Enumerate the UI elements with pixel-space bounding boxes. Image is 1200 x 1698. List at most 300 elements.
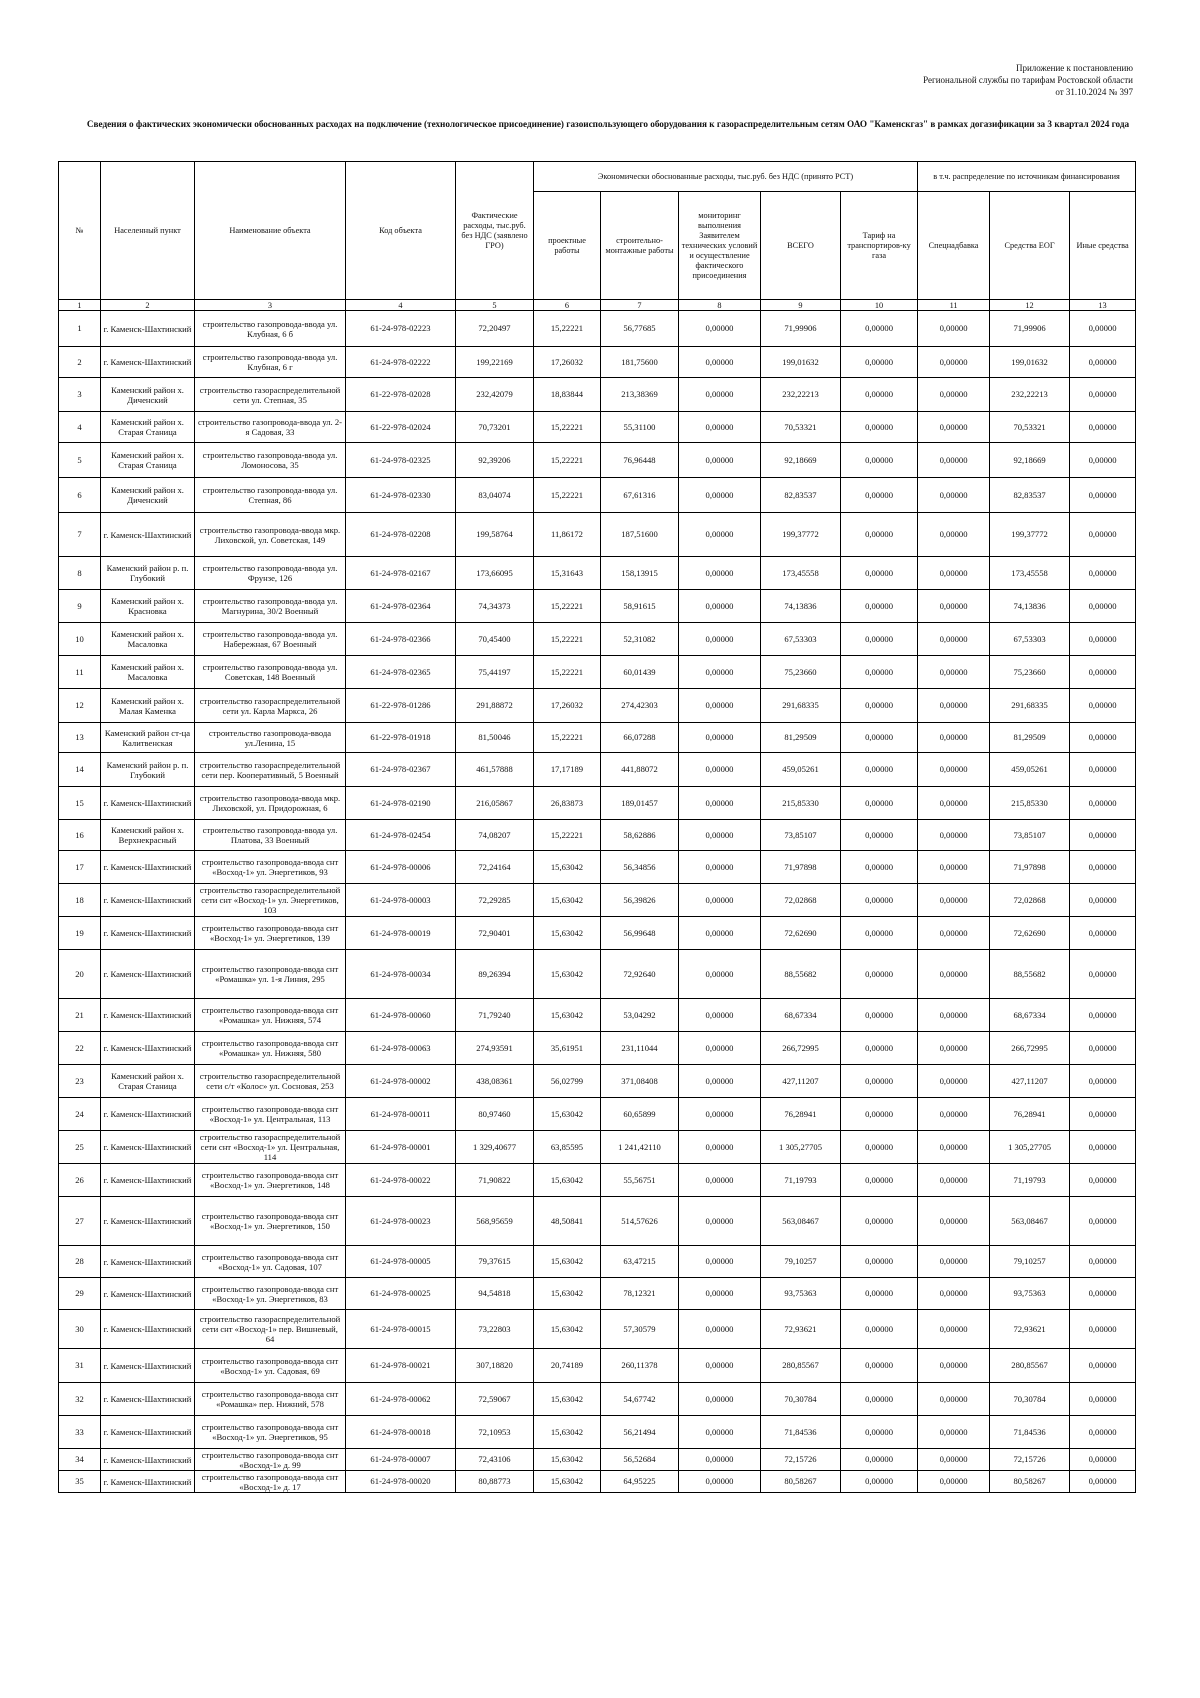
cell-num: 7 (59, 513, 101, 557)
cell-object: строительство газопровода-ввода ул. Магнурина, 30/2 Военный (195, 590, 346, 623)
cell-actual: 216,05867 (456, 787, 534, 820)
cell-locality: г. Каменск-Шахтинский (101, 999, 195, 1032)
table-row (59, 656, 1136, 689)
cell-code: 61-24-978-00019 (346, 917, 456, 950)
cell-eog: 82,83537 (990, 478, 1070, 513)
cell-code: 61-24-978-02366 (346, 623, 456, 656)
cell-locality: Каменский район х. Старая Станица (101, 412, 195, 443)
cell-eog: 291,68335 (990, 689, 1070, 723)
cell-special: 0,00000 (918, 311, 990, 347)
cell-monitoring: 0,00000 (679, 557, 761, 590)
header-construction: строительно-монтажные работы (601, 192, 679, 300)
cell-num: 34 (59, 1449, 101, 1471)
cell-locality: Каменский район х. Масаловка (101, 623, 195, 656)
cell-locality: г. Каменск-Шахтинский (101, 1246, 195, 1278)
cell-object: строительство газопровода-ввода ул. Степная, 86 (195, 478, 346, 513)
cell-other: 0,00000 (1070, 623, 1136, 656)
cell-design: 18,83844 (534, 378, 601, 412)
cell-actual: 72,43106 (456, 1449, 534, 1471)
cell-special: 0,00000 (918, 557, 990, 590)
cell-object: строительство газораспределительной сети снт «Восход-1» пер. Вишневый, 64 (195, 1310, 346, 1349)
cell-total: 71,97898 (761, 851, 841, 884)
cell-object: строительство газопровода-ввода ул. Фрунзе, 126 (195, 557, 346, 590)
column-number: 6 (534, 300, 601, 311)
cell-locality: Каменский район х. Масаловка (101, 656, 195, 689)
cell-construction: 66,07288 (601, 723, 679, 753)
cell-locality: г. Каменск-Шахтинский (101, 851, 195, 884)
cell-object: строительство газораспределительной сети с/т «Колос» ул. Сосновая, 253 (195, 1065, 346, 1098)
cell-special: 0,00000 (918, 1065, 990, 1098)
table-row (59, 1416, 1136, 1449)
cell-monitoring: 0,00000 (679, 999, 761, 1032)
cell-num: 1 (59, 311, 101, 347)
cell-special: 0,00000 (918, 1131, 990, 1164)
cell-construction: 55,56751 (601, 1164, 679, 1197)
header-other-funds: Иные средства (1070, 192, 1136, 300)
cell-actual: 92,39206 (456, 443, 534, 478)
cell-locality: Каменский район р. п. Глубокий (101, 557, 195, 590)
cell-num: 22 (59, 1032, 101, 1065)
cell-total: 72,02868 (761, 884, 841, 917)
cell-object: строительство газопровода-ввода ул. 2-я Садовая, 33 (195, 412, 346, 443)
cell-other: 0,00000 (1070, 1164, 1136, 1197)
cell-actual: 173,66095 (456, 557, 534, 590)
cell-object: строительство газопровода-ввода мкр. Лиховской, ул. Придорожная, 6 (195, 787, 346, 820)
cell-locality: г. Каменск-Шахтинский (101, 1416, 195, 1449)
cell-other: 0,00000 (1070, 851, 1136, 884)
cell-code: 61-24-978-02364 (346, 590, 456, 623)
column-number: 3 (195, 300, 346, 311)
cell-locality: г. Каменск-Шахтинский (101, 513, 195, 557)
cell-locality: г. Каменск-Шахтинский (101, 347, 195, 378)
cell-monitoring: 0,00000 (679, 443, 761, 478)
cell-eog: 215,85330 (990, 787, 1070, 820)
cell-eog: 73,85107 (990, 820, 1070, 851)
cell-num: 12 (59, 689, 101, 723)
cell-design: 15,22221 (534, 723, 601, 753)
cell-actual: 291,88872 (456, 689, 534, 723)
cell-other: 0,00000 (1070, 656, 1136, 689)
cell-locality: Каменский район х. Малая Каменка (101, 689, 195, 723)
table-row (59, 820, 1136, 851)
cell-design: 15,63042 (534, 1098, 601, 1131)
cell-monitoring: 0,00000 (679, 656, 761, 689)
cell-tariff: 0,00000 (841, 623, 918, 656)
cell-special: 0,00000 (918, 1416, 990, 1449)
table-row (59, 1383, 1136, 1416)
cell-construction: 72,92640 (601, 950, 679, 999)
cell-actual: 274,93591 (456, 1032, 534, 1065)
cell-locality: г. Каменск-Шахтинский (101, 1383, 195, 1416)
cell-total: 71,84536 (761, 1416, 841, 1449)
cell-other: 0,00000 (1070, 820, 1136, 851)
cell-construction: 56,52684 (601, 1449, 679, 1471)
cell-locality: г. Каменск-Шахтинский (101, 1197, 195, 1246)
cell-object: строительство газопровода-ввода снт «Ромашка» ул. Нижняя, 580 (195, 1032, 346, 1065)
cell-design: 15,63042 (534, 1383, 601, 1416)
cell-code: 61-22-978-01918 (346, 723, 456, 753)
cell-other: 0,00000 (1070, 1471, 1136, 1493)
cell-monitoring: 0,00000 (679, 1349, 761, 1383)
cell-locality: Каменский район ст-ца Калитвенская (101, 723, 195, 753)
column-number: 1 (59, 300, 101, 311)
header-num: № (59, 162, 101, 300)
cell-tariff: 0,00000 (841, 787, 918, 820)
cell-tariff: 0,00000 (841, 917, 918, 950)
cell-design: 15,22221 (534, 656, 601, 689)
cell-eog: 79,10257 (990, 1246, 1070, 1278)
cell-code: 61-24-978-00001 (346, 1131, 456, 1164)
cell-total: 74,13836 (761, 590, 841, 623)
cell-code: 61-24-978-00060 (346, 999, 456, 1032)
cell-total: 67,53303 (761, 623, 841, 656)
cell-eog: 76,28941 (990, 1098, 1070, 1131)
cell-num: 27 (59, 1197, 101, 1246)
cell-eog: 71,97898 (990, 851, 1070, 884)
cell-total: 75,23660 (761, 656, 841, 689)
cell-object: строительство газопровода-ввода снт «Восход-1» д. 99 (195, 1449, 346, 1471)
cell-code: 61-24-978-00011 (346, 1098, 456, 1131)
table-row (59, 590, 1136, 623)
cell-design: 15,63042 (534, 1471, 601, 1493)
cell-construction: 57,30579 (601, 1310, 679, 1349)
table-row (59, 999, 1136, 1032)
cell-total: 563,08467 (761, 1197, 841, 1246)
cell-num: 5 (59, 443, 101, 478)
cell-construction: 52,31082 (601, 623, 679, 656)
cell-tariff: 0,00000 (841, 656, 918, 689)
cell-locality: Каменский район х. Верхнекрасный (101, 820, 195, 851)
cell-construction: 56,99648 (601, 917, 679, 950)
cell-locality: г. Каменск-Шахтинский (101, 884, 195, 917)
cell-actual: 73,22803 (456, 1310, 534, 1349)
cell-other: 0,00000 (1070, 950, 1136, 999)
cell-eog: 80,58267 (990, 1471, 1070, 1493)
cell-design: 15,22221 (534, 311, 601, 347)
table-row (59, 1471, 1136, 1493)
cell-special: 0,00000 (918, 1278, 990, 1310)
cell-tariff: 0,00000 (841, 820, 918, 851)
cell-special: 0,00000 (918, 1471, 990, 1493)
cell-code: 61-24-978-02325 (346, 443, 456, 478)
cell-object: строительство газопровода-ввода ул. Ломоносова, 35 (195, 443, 346, 478)
cell-locality: Каменский район х. Старая Станица (101, 443, 195, 478)
cell-tariff: 0,00000 (841, 999, 918, 1032)
cell-num: 30 (59, 1310, 101, 1349)
cell-special: 0,00000 (918, 656, 990, 689)
cell-code: 61-24-978-00003 (346, 884, 456, 917)
cell-special: 0,00000 (918, 917, 990, 950)
header-special-surcharge: Спецнадбавка (918, 192, 990, 300)
cell-construction: 53,04292 (601, 999, 679, 1032)
cell-locality: г. Каменск-Шахтинский (101, 787, 195, 820)
cell-object: строительство газораспределительной сети снт «Восход-1» ул. Энергетиков, 103 (195, 884, 346, 917)
cell-special: 0,00000 (918, 412, 990, 443)
cell-tariff: 0,00000 (841, 723, 918, 753)
cell-eog: 232,22213 (990, 378, 1070, 412)
cell-total: 81,29509 (761, 723, 841, 753)
column-number: 2 (101, 300, 195, 311)
cell-other: 0,00000 (1070, 1098, 1136, 1131)
cell-other: 0,00000 (1070, 723, 1136, 753)
cell-actual: 568,95659 (456, 1197, 534, 1246)
cell-total: 71,99906 (761, 311, 841, 347)
cell-tariff: 0,00000 (841, 753, 918, 787)
cell-code: 61-24-978-00034 (346, 950, 456, 999)
cell-other: 0,00000 (1070, 999, 1136, 1032)
cell-object: строительство газопровода-ввода снт «Ромашка» пер. Нижний, 578 (195, 1383, 346, 1416)
cell-other: 0,00000 (1070, 412, 1136, 443)
cell-other: 0,00000 (1070, 311, 1136, 347)
cell-eog: 74,13836 (990, 590, 1070, 623)
cell-eog: 459,05261 (990, 753, 1070, 787)
header-design: проектные работы (534, 192, 601, 300)
cell-tariff: 0,00000 (841, 851, 918, 884)
cell-eog: 88,55682 (990, 950, 1070, 999)
cell-object: строительство газопровода-ввода снт «Восход-1» ул. Садовая, 69 (195, 1349, 346, 1383)
cell-locality: Каменский район х. Старая Станица (101, 1065, 195, 1098)
cell-num: 16 (59, 820, 101, 851)
cell-total: 92,18669 (761, 443, 841, 478)
cell-special: 0,00000 (918, 378, 990, 412)
cell-other: 0,00000 (1070, 689, 1136, 723)
table-row (59, 753, 1136, 787)
column-number: 9 (761, 300, 841, 311)
cell-code: 61-24-978-00006 (346, 851, 456, 884)
cell-special: 0,00000 (918, 820, 990, 851)
cell-code: 61-24-978-00020 (346, 1471, 456, 1493)
table-row (59, 311, 1136, 347)
cell-design: 15,63042 (534, 1246, 601, 1278)
table-row (59, 1131, 1136, 1164)
cell-tariff: 0,00000 (841, 1310, 918, 1349)
cell-special: 0,00000 (918, 1164, 990, 1197)
cell-construction: 60,65899 (601, 1098, 679, 1131)
cell-design: 15,63042 (534, 917, 601, 950)
cell-tariff: 0,00000 (841, 311, 918, 347)
cell-construction: 158,13915 (601, 557, 679, 590)
table-row (59, 917, 1136, 950)
cell-eog: 199,01632 (990, 347, 1070, 378)
cell-actual: 72,20497 (456, 311, 534, 347)
cell-other: 0,00000 (1070, 753, 1136, 787)
header-actual-expenses: Фактические расходы, тыс.руб. без НДС (заявлено ГРО) (456, 162, 534, 300)
cell-monitoring: 0,00000 (679, 412, 761, 443)
cell-monitoring: 0,00000 (679, 1065, 761, 1098)
cell-num: 2 (59, 347, 101, 378)
cell-num: 31 (59, 1349, 101, 1383)
cell-code: 61-24-978-00005 (346, 1246, 456, 1278)
cell-monitoring: 0,00000 (679, 1098, 761, 1131)
cell-construction: 78,12321 (601, 1278, 679, 1310)
cell-total: 173,45558 (761, 557, 841, 590)
cell-actual: 199,58764 (456, 513, 534, 557)
cell-monitoring: 0,00000 (679, 787, 761, 820)
column-number: 8 (679, 300, 761, 311)
cell-special: 0,00000 (918, 1449, 990, 1471)
cell-special: 0,00000 (918, 623, 990, 656)
table-row (59, 1065, 1136, 1098)
cell-monitoring: 0,00000 (679, 1310, 761, 1349)
cell-code: 61-24-978-00022 (346, 1164, 456, 1197)
cell-code: 61-22-978-01286 (346, 689, 456, 723)
cell-construction: 54,67742 (601, 1383, 679, 1416)
cell-tariff: 0,00000 (841, 478, 918, 513)
cell-locality: г. Каменск-Шахтинский (101, 1032, 195, 1065)
cell-actual: 74,08207 (456, 820, 534, 851)
cell-code: 61-24-978-00062 (346, 1383, 456, 1416)
cell-total: 68,67334 (761, 999, 841, 1032)
cell-tariff: 0,00000 (841, 443, 918, 478)
cell-eog: 266,72995 (990, 1032, 1070, 1065)
cell-actual: 1 329,40677 (456, 1131, 534, 1164)
cell-locality: г. Каменск-Шахтинский (101, 1349, 195, 1383)
cell-code: 61-24-978-00021 (346, 1349, 456, 1383)
cell-eog: 71,84536 (990, 1416, 1070, 1449)
cell-construction: 58,91615 (601, 590, 679, 623)
header-eog-funds: Средства ЕОГ (990, 192, 1070, 300)
cell-other: 0,00000 (1070, 557, 1136, 590)
cell-special: 0,00000 (918, 723, 990, 753)
cell-object: строительство газораспределительной сети пер. Кооперативный, 5 Военный (195, 753, 346, 787)
cell-special: 0,00000 (918, 1310, 990, 1349)
cell-locality: г. Каменск-Шахтинский (101, 1278, 195, 1310)
cell-design: 17,17189 (534, 753, 601, 787)
cell-total: 70,53321 (761, 412, 841, 443)
cell-code: 61-24-978-02367 (346, 753, 456, 787)
cell-object: строительство газопровода-ввода снт «Ромашка» ул. 1-я Линия, 295 (195, 950, 346, 999)
cell-num: 32 (59, 1383, 101, 1416)
cell-locality: г. Каменск-Шахтинский (101, 1164, 195, 1197)
cell-num: 4 (59, 412, 101, 443)
cell-construction: 64,95225 (601, 1471, 679, 1493)
cell-actual: 72,24164 (456, 851, 534, 884)
cell-construction: 371,08408 (601, 1065, 679, 1098)
cell-total: 93,75363 (761, 1278, 841, 1310)
table-row (59, 851, 1136, 884)
cell-monitoring: 0,00000 (679, 820, 761, 851)
cell-monitoring: 0,00000 (679, 1164, 761, 1197)
cell-construction: 441,88072 (601, 753, 679, 787)
cell-num: 11 (59, 656, 101, 689)
header-monitoring: мониторинг выполнения Заявителем технических условий и осуществление фактического присоединения (679, 192, 761, 300)
cell-design: 15,22221 (534, 623, 601, 656)
cell-construction: 55,31100 (601, 412, 679, 443)
cell-num: 10 (59, 623, 101, 656)
cell-actual: 71,90822 (456, 1164, 534, 1197)
cell-eog: 72,93621 (990, 1310, 1070, 1349)
cell-object: строительство газопровода-ввода ул. Советская, 148 Военный (195, 656, 346, 689)
cell-actual: 232,42079 (456, 378, 534, 412)
cell-special: 0,00000 (918, 1098, 990, 1131)
header-code: Код объекта (346, 162, 456, 300)
cell-special: 0,00000 (918, 999, 990, 1032)
cell-design: 15,63042 (534, 1416, 601, 1449)
cell-code: 61-22-978-02024 (346, 412, 456, 443)
cell-monitoring: 0,00000 (679, 1032, 761, 1065)
cell-object: строительство газопровода-ввода мкр. Лиховской, ул. Советская, 149 (195, 513, 346, 557)
cell-eog: 72,62690 (990, 917, 1070, 950)
cell-design: 48,50841 (534, 1197, 601, 1246)
appendix-line-1: Приложение к постановлению (1015, 63, 1133, 73)
cell-num: 8 (59, 557, 101, 590)
cell-special: 0,00000 (918, 1197, 990, 1246)
table-row (59, 1246, 1136, 1278)
cell-object: строительство газопровода-ввода снт «Восход-1» ул. Энергетиков, 139 (195, 917, 346, 950)
cell-monitoring: 0,00000 (679, 1246, 761, 1278)
cell-num: 17 (59, 851, 101, 884)
cell-special: 0,00000 (918, 884, 990, 917)
cell-monitoring: 0,00000 (679, 1449, 761, 1471)
cell-total: 215,85330 (761, 787, 841, 820)
cell-design: 15,22221 (534, 820, 601, 851)
cell-num: 20 (59, 950, 101, 999)
cell-locality: г. Каменск-Шахтинский (101, 917, 195, 950)
cell-monitoring: 0,00000 (679, 1471, 761, 1493)
cell-other: 0,00000 (1070, 443, 1136, 478)
cell-monitoring: 0,00000 (679, 1131, 761, 1164)
cell-code: 61-24-978-02190 (346, 787, 456, 820)
cell-code: 61-24-978-00002 (346, 1065, 456, 1098)
cell-object: строительство газопровода-ввода снт «Восход-1» ул. Садовая, 107 (195, 1246, 346, 1278)
table-row (59, 1349, 1136, 1383)
cell-num: 19 (59, 917, 101, 950)
table-row (59, 787, 1136, 820)
cell-actual: 199,22169 (456, 347, 534, 378)
cell-other: 0,00000 (1070, 917, 1136, 950)
cell-tariff: 0,00000 (841, 1098, 918, 1131)
cell-actual: 75,44197 (456, 656, 534, 689)
cell-tariff: 0,00000 (841, 557, 918, 590)
cell-total: 1 305,27705 (761, 1131, 841, 1164)
cell-eog: 71,99906 (990, 311, 1070, 347)
cell-tariff: 0,00000 (841, 689, 918, 723)
cell-eog: 71,19793 (990, 1164, 1070, 1197)
cell-num: 25 (59, 1131, 101, 1164)
cell-monitoring: 0,00000 (679, 1278, 761, 1310)
cell-design: 20,74189 (534, 1349, 601, 1383)
cell-num: 3 (59, 378, 101, 412)
cell-object: строительство газопровода-ввода снт «Восход-1» ул. Энергетиков, 93 (195, 851, 346, 884)
cell-tariff: 0,00000 (841, 1349, 918, 1383)
cell-construction: 56,77685 (601, 311, 679, 347)
cell-monitoring: 0,00000 (679, 723, 761, 753)
cell-design: 15,22221 (534, 590, 601, 623)
cell-actual: 80,88773 (456, 1471, 534, 1493)
cell-num: 13 (59, 723, 101, 753)
cell-total: 70,30784 (761, 1383, 841, 1416)
table-row (59, 1197, 1136, 1246)
cell-monitoring: 0,00000 (679, 884, 761, 917)
cell-num: 35 (59, 1471, 101, 1493)
cell-tariff: 0,00000 (841, 347, 918, 378)
cell-total: 459,05261 (761, 753, 841, 787)
cell-actual: 89,26394 (456, 950, 534, 999)
cell-other: 0,00000 (1070, 1065, 1136, 1098)
cell-num: 29 (59, 1278, 101, 1310)
cell-design: 15,63042 (534, 1164, 601, 1197)
cell-construction: 56,34856 (601, 851, 679, 884)
cell-tariff: 0,00000 (841, 1197, 918, 1246)
table-row (59, 347, 1136, 378)
cell-locality: Каменский район х. Красновка (101, 590, 195, 623)
cell-tariff: 0,00000 (841, 1471, 918, 1493)
cell-eog: 173,45558 (990, 557, 1070, 590)
cell-code: 61-24-978-00007 (346, 1449, 456, 1471)
cell-special: 0,00000 (918, 1383, 990, 1416)
cell-construction: 60,01439 (601, 656, 679, 689)
cell-num: 24 (59, 1098, 101, 1131)
